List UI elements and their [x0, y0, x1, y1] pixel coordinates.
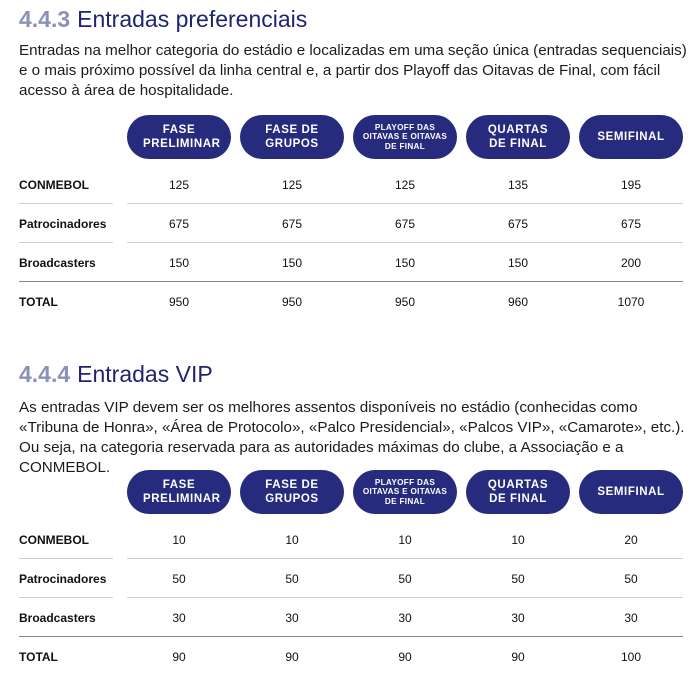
- table-cell: 150: [168, 256, 190, 270]
- table-cell: 125: [281, 178, 303, 192]
- table-cell: 30: [398, 611, 412, 625]
- total-cell: 960: [507, 295, 529, 309]
- table-cell: 675: [168, 217, 190, 231]
- section-number: 4.4.4: [19, 361, 71, 387]
- section-title: Entradas preferenciais: [77, 6, 308, 32]
- table-cell: 150: [281, 256, 303, 270]
- table-cell: 150: [507, 256, 529, 270]
- table-cell: 50: [624, 572, 638, 586]
- section-entradas-vip: [0, 360, 700, 679]
- total-cell: 90: [172, 650, 186, 664]
- section-title: Entradas VIP: [77, 361, 213, 387]
- row-divider: [127, 597, 683, 598]
- section-entradas-preferenciais: [0, 0, 700, 330]
- column-header-fase-de-grupos: [240, 470, 344, 514]
- column-header-semifinal: [579, 115, 683, 159]
- section-paragraph: As entradas VIP devem ser os melhores assentos disponíveis no estádio (conhecidas como «Tribuna de Honra», «Área de Protocolo», «Palco Presidencial», «Palcos VIP», «Camarote», etc.). Ou seja, na categoria reservada para as autoridades máximas do clube, a Associação e a CONMEBOL.: [19, 399, 685, 476]
- total-cell: 90: [398, 650, 412, 664]
- section-paragraph: Entradas na melhor categoria do estádio e localizadas em uma seção única (entradas sequenciais) e o mais próximo possível da linha central e, a partir dos Playoff das Oitavas de Final, com fácil acesso à área de hospitalidade.: [19, 42, 687, 99]
- table-cell: 30: [172, 611, 186, 625]
- total-cell: 1070: [617, 295, 645, 309]
- total-divider: [19, 281, 683, 282]
- column-header-fase-preliminar: [127, 470, 231, 514]
- column-header-label: FASE PRELIMINAR: [143, 124, 221, 150]
- total-cell: 950: [281, 295, 303, 309]
- table-cell: 675: [394, 217, 416, 231]
- table-cell: 150: [394, 256, 416, 270]
- row-label: CONMEBOL: [19, 533, 89, 547]
- column-header-fase-preliminar: [127, 115, 231, 159]
- table-cell: 135: [507, 178, 529, 192]
- table-cell: 675: [281, 217, 303, 231]
- total-cell: 90: [285, 650, 299, 664]
- table-cell: 200: [620, 256, 642, 270]
- section-heading: [19, 360, 213, 388]
- total-cell: 100: [620, 650, 642, 664]
- row-divider: [127, 203, 683, 204]
- column-header-label: FASE DE GRUPOS: [265, 124, 319, 150]
- row-divider: [127, 242, 683, 243]
- table-cell: 10: [511, 533, 525, 547]
- total-cell: 90: [511, 650, 525, 664]
- table-cell: 30: [511, 611, 525, 625]
- table-cell: 50: [285, 572, 299, 586]
- table-cell: 195: [620, 178, 642, 192]
- table-cell: 125: [394, 178, 416, 192]
- column-header-playoff: [353, 470, 457, 514]
- row-divider: [19, 203, 113, 204]
- table-cell: 675: [507, 217, 529, 231]
- table-cell: 10: [398, 533, 412, 547]
- column-header-label: PLAYOFF DAS OITAVAS E OITAVAS DE FINAL: [362, 122, 448, 151]
- column-header-quartas-de-final: [466, 470, 570, 514]
- section-heading: [19, 5, 307, 33]
- column-header-label: SEMIFINAL: [597, 131, 665, 143]
- row-label: CONMEBOL: [19, 178, 89, 192]
- table-cell: 50: [172, 572, 186, 586]
- table-cell: 125: [168, 178, 190, 192]
- row-label: Patrocinadores: [19, 572, 107, 586]
- column-header-fase-de-grupos: [240, 115, 344, 159]
- column-header-playoff: [353, 115, 457, 159]
- table-cell: 10: [172, 533, 186, 547]
- column-header-label: QUARTAS DE FINAL: [487, 124, 549, 150]
- row-divider: [19, 558, 113, 559]
- table-cell: 50: [511, 572, 525, 586]
- section-number: 4.4.3: [19, 6, 71, 32]
- row-divider: [19, 242, 113, 243]
- row-label: Broadcasters: [19, 256, 96, 270]
- row-label: Broadcasters: [19, 611, 96, 625]
- table-cell: 20: [624, 533, 638, 547]
- column-header-label: SEMIFINAL: [597, 486, 665, 498]
- total-cell: 950: [168, 295, 190, 309]
- table-cell: 30: [624, 611, 638, 625]
- table-cell: 675: [620, 217, 642, 231]
- row-divider: [19, 597, 113, 598]
- table-cell: 10: [285, 533, 299, 547]
- total-cell: 950: [394, 295, 416, 309]
- row-label: Patrocinadores: [19, 217, 107, 231]
- column-header-label: FASE DE GRUPOS: [265, 479, 319, 505]
- row-label-total: TOTAL: [19, 650, 58, 664]
- row-divider: [127, 558, 683, 559]
- column-header-label: QUARTAS DE FINAL: [487, 479, 549, 505]
- column-header-semifinal: [579, 470, 683, 514]
- total-divider: [19, 636, 683, 637]
- row-label-total: TOTAL: [19, 295, 58, 309]
- column-header-label: PLAYOFF DAS OITAVAS E OITAVAS DE FINAL: [362, 477, 448, 506]
- column-header-label: FASE PRELIMINAR: [143, 479, 221, 505]
- table-cell: 30: [285, 611, 299, 625]
- column-header-quartas-de-final: [466, 115, 570, 159]
- table-cell: 50: [398, 572, 412, 586]
